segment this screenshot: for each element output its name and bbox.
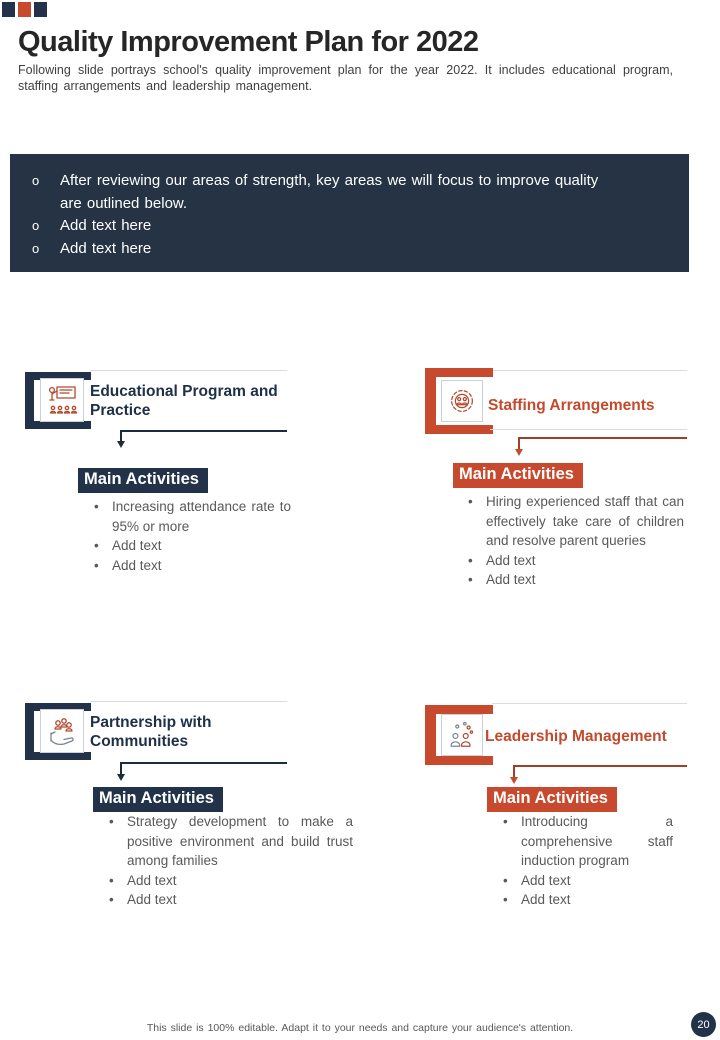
summary-bullet	[10, 238, 610, 261]
section-title: Educational Program and Practice	[90, 383, 278, 419]
connector-line	[120, 430, 122, 441]
arrow-down-icon	[510, 777, 518, 784]
main-activities-badge: Main Activities	[78, 468, 208, 493]
divider-line	[90, 701, 287, 702]
slide-subtitle: Following slide portrays school's quality improvement plan for the year 2022. It includes educational program, staffing arrangements and leadership management.	[18, 63, 673, 93]
section-leadership-management	[425, 700, 687, 980]
activities-list	[101, 812, 353, 910]
activity-item: • Add text	[460, 570, 684, 590]
summary-bullet-text: After reviewing our areas of strength, key areas we will focus to improve quality are outlined below.	[60, 172, 599, 212]
circle-bullet-marker: o	[32, 240, 40, 256]
brand-squares	[2, 2, 47, 17]
activity-item: • Add text	[101, 871, 353, 891]
section-partnership-communities	[25, 700, 353, 980]
section-staffing-arrangements	[425, 368, 687, 648]
teacher-presentation-icon	[45, 383, 79, 417]
connector-line	[518, 437, 520, 449]
connector-line	[120, 762, 287, 764]
connector-line	[518, 437, 687, 439]
section-title: Leadership Management	[485, 728, 667, 745]
circle-bullet-marker: o	[32, 173, 40, 188]
main-activities-badge: Main Activities	[93, 787, 223, 812]
connector-line	[513, 765, 687, 767]
deco-square-navy	[34, 2, 47, 17]
divider-line	[492, 703, 687, 704]
connector-line	[120, 762, 122, 774]
connector-line	[120, 430, 287, 432]
staff-gear-icon	[446, 385, 478, 417]
deco-square-orange	[18, 2, 31, 17]
main-activities-badge: Main Activities	[487, 787, 617, 812]
footer-note: This slide is 100% editable. Adapt it to your needs and capture your audience's attention.	[146, 1022, 574, 1034]
connector-line	[513, 765, 515, 777]
community-hand-icon	[45, 714, 79, 748]
activity-item: • Add text	[86, 536, 291, 556]
divider-line	[90, 370, 287, 371]
summary-box[interactable]	[10, 154, 689, 272]
activity-item: • Increasing attendance rate to 95% or more	[86, 497, 291, 536]
deco-square-navy	[2, 2, 15, 17]
activities-list	[460, 492, 684, 590]
activity-item: • Add text	[460, 551, 684, 571]
leadership-people-icon	[441, 714, 483, 756]
divider-line	[490, 429, 687, 430]
activity-item: • Hiring experienced staff that can effectively take care of children and resolve parent queries	[460, 492, 684, 551]
activities-list	[495, 812, 673, 910]
section-title: Staffing Arrangements	[488, 397, 655, 414]
staff-gear-icon	[441, 380, 483, 422]
divider-line	[492, 370, 687, 371]
summary-bullet-text: Add text here	[60, 217, 152, 234]
arrow-down-icon	[515, 449, 523, 456]
arrow-down-icon	[117, 441, 125, 448]
summary-bullet-text: Add text here	[60, 239, 152, 257]
activities-list	[86, 497, 291, 575]
summary-bullet-list	[10, 170, 689, 260]
circle-bullet-marker: o	[32, 218, 40, 233]
community-hand-icon	[40, 709, 84, 753]
activity-item: • Add text	[495, 890, 673, 910]
section-educational-program	[25, 368, 291, 648]
page-number-badge: 20	[691, 1012, 716, 1037]
leadership-people-icon	[446, 719, 478, 751]
summary-bullet	[10, 170, 610, 215]
activity-item: • Add text	[101, 890, 353, 910]
activity-item: • Strategy development to make a positive environment and build trust among families	[101, 812, 353, 871]
summary-bullet	[10, 215, 610, 238]
activity-item: • Add text	[495, 871, 673, 891]
page-title: Quality Improvement Plan for 2022	[18, 26, 479, 58]
section-title: Partnership with Communities	[90, 714, 212, 750]
activity-item: • Introducing a comprehensive staff induction program	[495, 812, 673, 871]
main-activities-badge: Main Activities	[453, 463, 583, 488]
teacher-presentation-icon	[40, 378, 84, 422]
activity-item: • Add text	[86, 556, 291, 576]
arrow-down-icon	[117, 774, 125, 781]
